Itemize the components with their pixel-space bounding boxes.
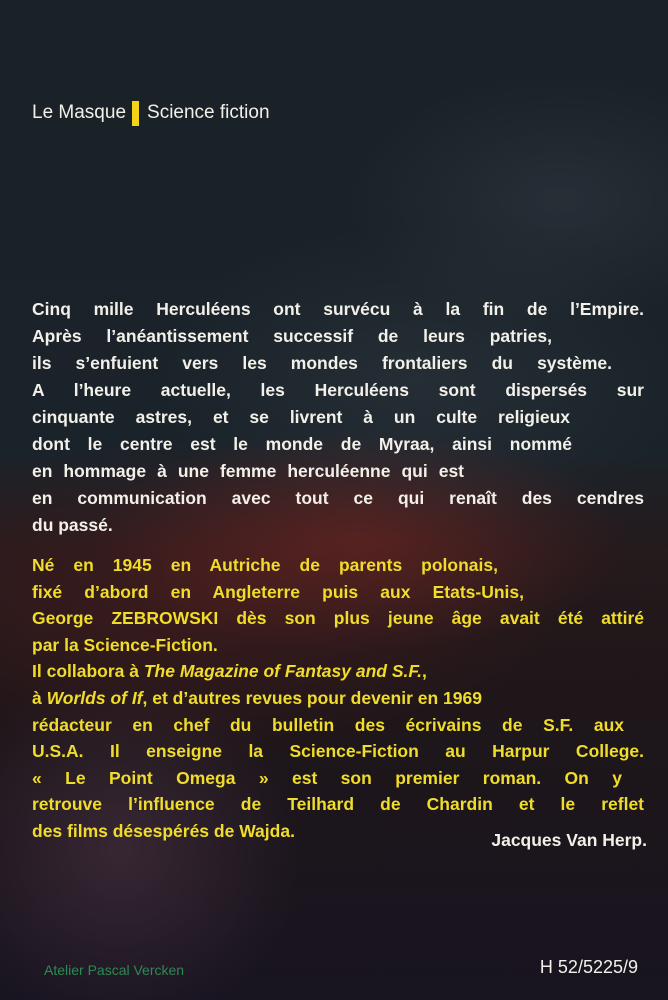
author-bio-paragraph [32, 552, 644, 845]
author-signature: Jacques Van Herp. [491, 830, 647, 850]
bio-text: à [32, 687, 47, 708]
synopsis-line: ils s’enfuient vers les mondes frontaliers du système. [32, 353, 612, 373]
synopsis-line: en hommage à une femme herculéenne qui est [32, 461, 464, 481]
series-header [32, 100, 270, 126]
synopsis-line: du passé. [32, 515, 113, 535]
bio-line: des films désespérés de Wajda. [32, 820, 295, 841]
bio-line: par la Science-Fiction. [32, 634, 218, 655]
catalog-code: H 52/5225/9 [539, 957, 638, 977]
bio-text: , et d’autres revues pour devenir en 1969 [142, 687, 482, 708]
bio-line: Né en 1945 en Autriche de parents polonais, [32, 555, 498, 575]
synopsis-paragraph [32, 296, 644, 539]
bio-line: rédacteur en chef du bulletin des écrivains de S.F. aux [32, 714, 624, 735]
magazine-title: Worlds of If [46, 687, 143, 708]
bio-line: retrouve l’influence de Teilhard de Chardin et le reflet [32, 794, 644, 815]
collection-name: Science fiction [147, 102, 270, 123]
yellow-separator-bar [132, 101, 139, 126]
bio-line [32, 658, 644, 685]
bio-line: George ZEBROWSKI dès son plus jeune âge avait été attiré [32, 608, 644, 629]
magazine-title: The Magazine of Fantasy and S.F. [143, 661, 422, 682]
synopsis-line: Cinq mille Herculéens ont survécu à la fin de l’Empire. [32, 299, 644, 319]
bio-text: , [421, 661, 427, 682]
synopsis-line: dont le centre est le monde de Myraa, ainsi nommé [32, 434, 572, 454]
synopsis-line: cinquante astres, et se livrent à un culte religieux [32, 407, 570, 427]
bio-line: « Le Point Omega » est son premier roman. On y [32, 767, 622, 788]
publisher-name: Le Masque [32, 102, 127, 123]
bio-line [32, 685, 644, 712]
synopsis-line: Après l’anéantissement successif de leurs patries, [32, 326, 552, 346]
designer-credit: Atelier Pascal Vercken [44, 962, 185, 978]
synopsis-line: en communication avec tout ce qui renaît des cendres [32, 488, 644, 508]
bio-line: fixé d’abord en Angleterre puis aux Etats-Unis, [32, 581, 524, 602]
bio-line: U.S.A. Il enseigne la Science-Fiction au Harpur College. [32, 741, 644, 762]
bio-text: Il collabora à [32, 661, 144, 682]
synopsis-line: A l’heure actuelle, les Herculéens sont dispersés sur [32, 380, 644, 400]
